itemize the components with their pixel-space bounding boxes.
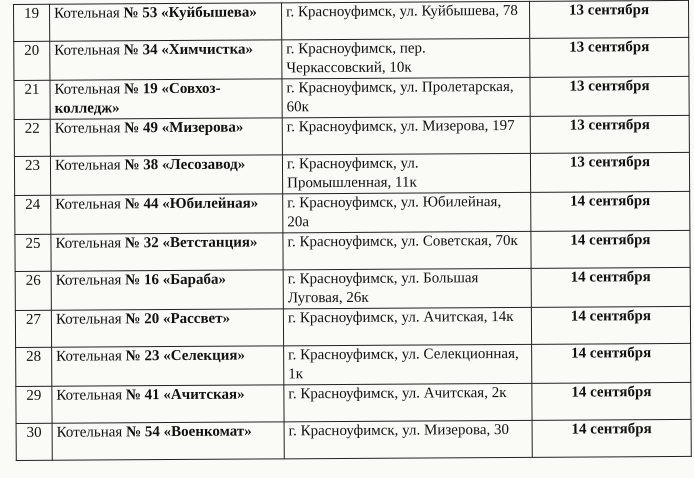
shutdown-date: 13 сентября (530, 115, 689, 153)
boiler-name (52, 346, 284, 386)
shutdown-date: 14 сентября (531, 267, 690, 307)
shutdown-date: 14 сентября (532, 343, 691, 383)
boiler-address: г. Красноуфимск, ул. Советская, 70к (283, 231, 531, 270)
boiler-name (51, 309, 283, 347)
boiler-title: № 16 «Бараба» (125, 271, 227, 289)
row-number: 27 (15, 310, 51, 347)
row-number: 22 (14, 119, 50, 156)
boiler-name (50, 79, 282, 119)
table-row (15, 306, 690, 347)
table-row (16, 419, 691, 460)
boiler-title: № 34 «Химчистка» (123, 41, 254, 59)
boiler-name (50, 155, 282, 195)
boiler-prefix: Котельная (56, 387, 123, 404)
boiler-address: г. Красноуфимск, ул. Ачитская, 2к (284, 383, 532, 422)
boiler-address: г. Красноуфимск, ул. Мизерова, 30 (284, 420, 532, 459)
boiler-address: г. Красноуфимск, ул. Большая Луговая, 26к (283, 268, 531, 309)
boiler-name (51, 233, 283, 271)
boiler-name (52, 422, 284, 460)
table-row (14, 0, 689, 41)
boiler-title: № 44 «Юбилейная» (124, 195, 259, 213)
boiler-name (50, 118, 282, 156)
table-row (14, 76, 689, 119)
boiler-title: № 41 «Ачитская» (125, 386, 245, 404)
shutdown-date: 13 сентября (529, 0, 688, 38)
boiler-address: г. Красноуфимск, ул. Промышленная, 11к (282, 153, 530, 194)
row-number: 26 (15, 271, 51, 310)
row-number: 23 (14, 156, 50, 195)
boiler-title: № 32 «Ветстанция» (124, 234, 258, 252)
row-number: 25 (15, 234, 51, 271)
boiler-name (52, 385, 284, 423)
row-number: 30 (16, 423, 52, 460)
table-row (14, 152, 689, 195)
shutdown-date: 13 сентября (530, 152, 689, 192)
table-row (15, 267, 690, 310)
boiler-name (51, 270, 283, 310)
row-number: 28 (16, 347, 52, 386)
boiler-title: № 49 «Мизерова» (124, 119, 244, 137)
boiler-title: № 53 «Куйбышева» (123, 4, 257, 22)
boiler-address: г. Красноуфимск, ул. Юбилейная, 20а (283, 192, 531, 233)
boiler-name (50, 3, 282, 41)
row-number: 24 (15, 195, 51, 234)
boiler-address: г. Красноуфимск, ул. Куйбышева, 78 (281, 1, 529, 40)
table-row (16, 382, 691, 423)
table-row (14, 37, 689, 80)
shutdown-date: 13 сентября (530, 37, 689, 77)
boiler-prefix: Котельная (54, 5, 120, 22)
boiler-title: № 20 «Рассвет» (125, 310, 231, 328)
boiler-address: г. Красноуфимск, ул. Селекционная, 1к (284, 344, 532, 385)
table-row (14, 115, 689, 156)
table-row (15, 191, 690, 234)
boiler-name (50, 40, 282, 80)
boiler-prefix: Котельная (55, 196, 121, 213)
boiler-prefix: Котельная (54, 120, 121, 137)
boiler-prefix: Котельная (54, 81, 121, 98)
shutdown-date: 13 сентября (530, 76, 689, 116)
row-number: 20 (14, 41, 50, 80)
shutdown-date: 14 сентября (531, 306, 690, 344)
row-number: 19 (14, 4, 50, 41)
boiler-title: № 23 «Селекция» (125, 347, 246, 365)
shutdown-date: 14 сентября (531, 191, 690, 231)
table-row (15, 230, 690, 271)
shutdown-date: 14 сентября (532, 382, 691, 420)
boiler-prefix: Котельная (56, 348, 122, 365)
row-number: 21 (14, 80, 50, 119)
boiler-prefix: Котельная (54, 42, 121, 59)
boiler-schedule-table (13, 0, 692, 461)
boiler-prefix: Котельная (55, 235, 122, 252)
boiler-name (51, 194, 283, 234)
boiler-prefix: Котельная (55, 272, 122, 289)
boiler-prefix: Котельная (54, 157, 121, 174)
boiler-title: № 38 «Лесозавод» (124, 156, 246, 174)
shutdown-date: 14 сентября (532, 419, 691, 457)
boiler-prefix: Котельная (56, 424, 123, 441)
boiler-address: г. Красноуфимск, ул. Ачитская, 14к (283, 307, 531, 346)
row-number: 29 (16, 386, 52, 423)
boiler-title: № 19 «Совхоз-колледж» (54, 80, 221, 117)
boiler-address: г. Красноуфимск, ул. Пролетарская, 60к (282, 77, 530, 118)
boiler-title: № 54 «Военкомат» (126, 423, 252, 441)
table-row (16, 343, 691, 386)
boiler-prefix: Котельная (55, 311, 122, 328)
boiler-address: г. Красноуфимск, ул. Мизерова, 197 (282, 116, 530, 155)
boiler-address: г. Красноуфимск, пер. Черкассовский, 10к (282, 38, 530, 79)
shutdown-date: 14 сентября (531, 230, 690, 268)
